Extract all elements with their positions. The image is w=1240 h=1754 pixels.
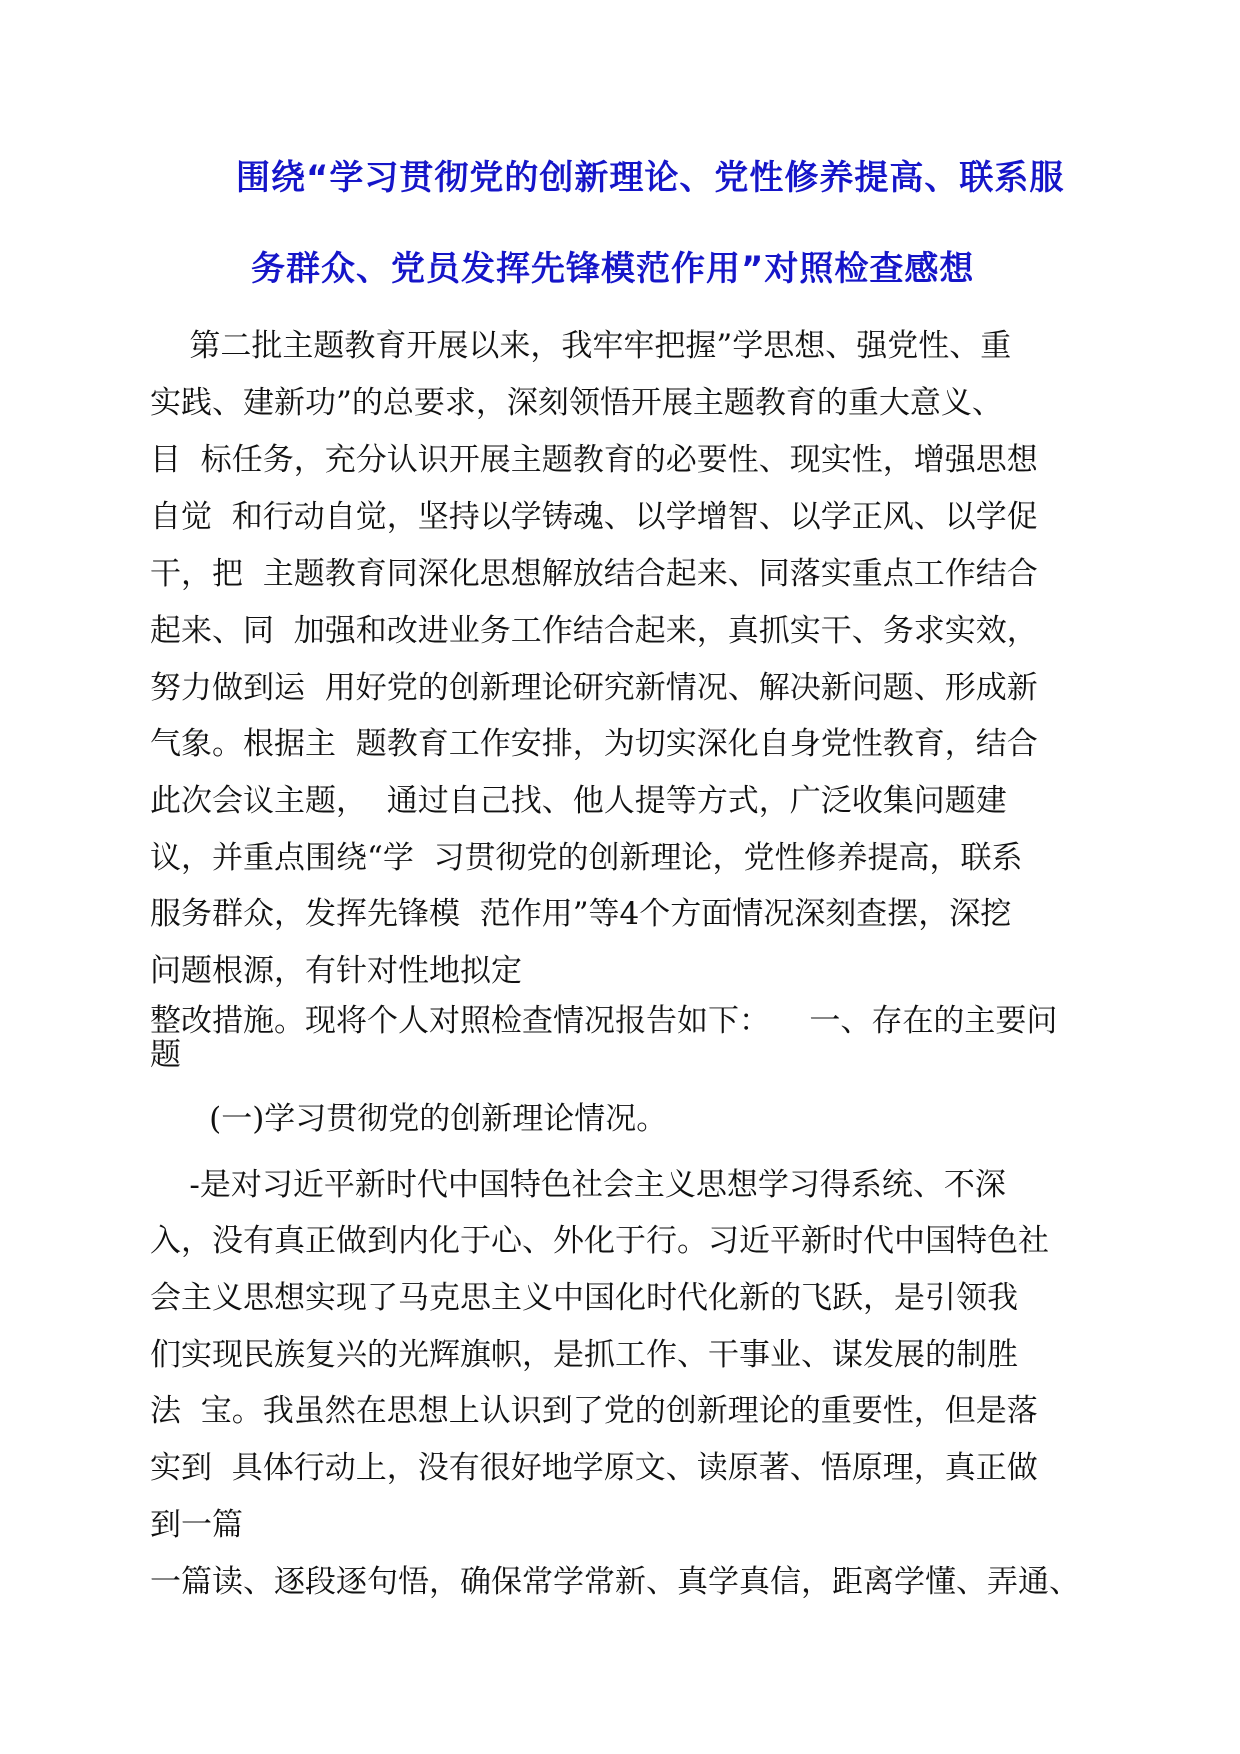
document-title-line-2: 务群众、党员发挥先锋模范作用”对照检查感想 bbox=[251, 249, 975, 289]
body-line: 们实现民族复兴的光辉旗帜，是抓工作、干事业、谋发展的制胜 bbox=[150, 1337, 1018, 1373]
body-line: 议，并重点围绕“学 习贯彻党的创新理论，党性修养提高，联系 bbox=[150, 840, 1023, 876]
body-line: 到一篇 bbox=[150, 1507, 243, 1543]
body-line: 问题根源，有针对性地拟定 bbox=[150, 953, 522, 989]
body-line: -是对习近平新时代中国特色社会主义思想学习得系统、不深 bbox=[150, 1167, 1006, 1203]
body-line: 自觉 和行动自觉，坚持以学铸魂、以学增智、以学正风、以学促 bbox=[150, 499, 1038, 535]
body-line: 服务群众，发挥先锋模 范作用”等4个方面情况深刻查摆，深挖 bbox=[150, 896, 1012, 932]
body-line: 努力做到运 用好党的创新理论研究新情况、解决新问题、形成新 bbox=[150, 670, 1038, 706]
body-line: 实到 具体行动上，没有很好地学原文、读原著、悟原理，真正做 bbox=[150, 1450, 1038, 1486]
document-title-line-1: 围绕“学习贯彻党的创新理论、党性修养提高、联系服 bbox=[236, 158, 1065, 198]
body-line: 题 bbox=[150, 1037, 181, 1073]
body-line: 第二批主题教育开展以来，我牢牢把握”学思想、强党性、重 bbox=[150, 328, 1012, 364]
section-heading: (一)学习贯彻党的创新理论情况。 bbox=[150, 1101, 668, 1137]
body-line: 目 标任务，充分认识开展主题教育的必要性、现实性，增强思想 bbox=[150, 442, 1038, 478]
body-line: 入，没有真正做到内化于心、外化于行。习近平新时代中国特色社 bbox=[150, 1223, 1049, 1259]
body-line: 会主义思想实现了马克思主义中国化时代化新的飞跃，是引领我 bbox=[150, 1280, 1018, 1316]
body-line: 干，把 主题教育同深化思想解放结合起来、同落实重点工作结合 bbox=[150, 556, 1038, 592]
body-line: 气象。根据主 题教育工作安排，为切实深化自身党性教育，结合 bbox=[150, 726, 1038, 762]
body-line: 整改措施。现将个人对照检查情况报告如下： 一、存在的主要问 bbox=[150, 1003, 1058, 1039]
body-line: 一篇读、逐段逐句悟，确保常学常新、真学真信，距离学懂、弄通、 bbox=[150, 1564, 1080, 1600]
body-line: 起来、同 加强和改进业务工作结合起来，真抓实干、务求实效， bbox=[150, 613, 1038, 649]
body-line: 此次会议主题， 通过自己找、他人提等方式，广泛收集问题建 bbox=[150, 783, 1007, 819]
body-line: 法 宝。我虽然在思想上认识到了党的创新理论的重要性，但是落 bbox=[150, 1393, 1038, 1429]
body-line: 实践、建新功”的总要求，深刻领悟开展主题教育的重大意义、 bbox=[150, 385, 1003, 421]
